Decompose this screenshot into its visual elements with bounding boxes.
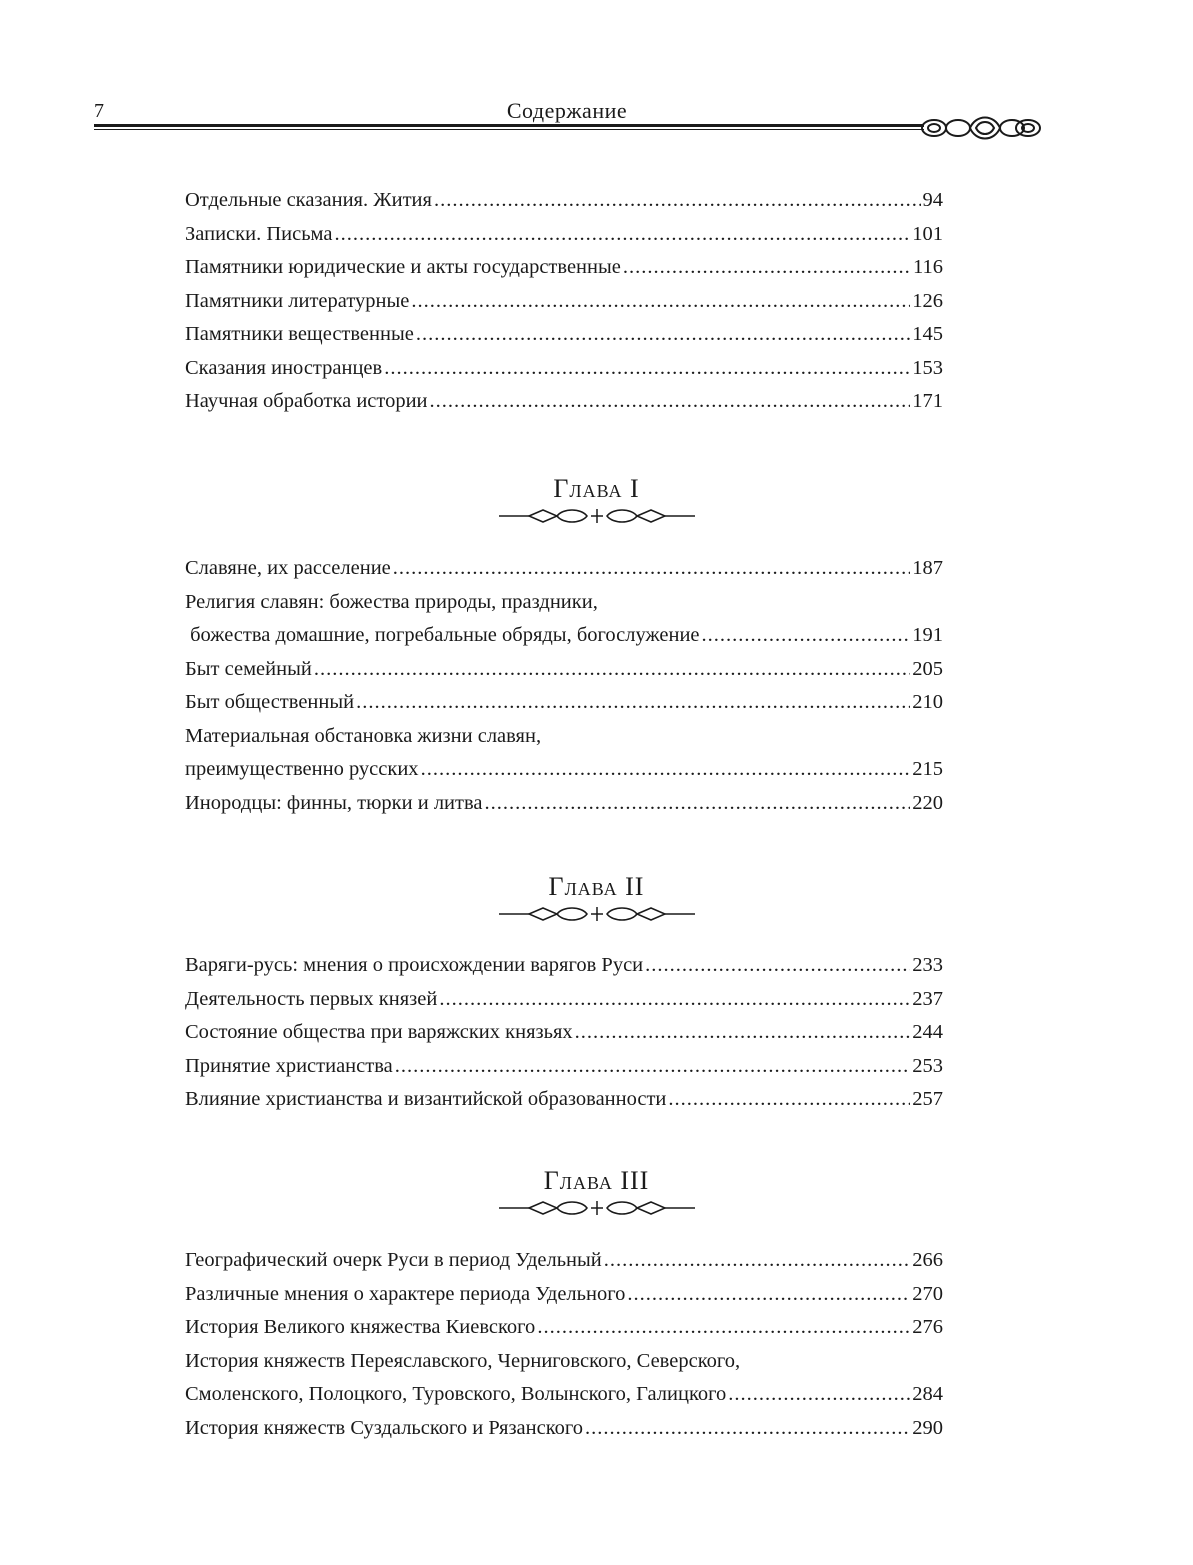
chapter-ornament-icon [499,507,695,525]
toc-entry-title: Принятие христианства [185,1054,393,1077]
toc-entry[interactable] [185,949,943,983]
toc-entry-title: Состояние общества при варяжских князьях [185,1021,573,1043]
toc-page-number: 290 [912,1416,943,1439]
chapter-ornament-icon [499,905,695,923]
toc-chapter-2-section [185,949,943,1117]
toc-page-number: 191 [912,624,943,646]
dot-leader [314,653,910,687]
toc-entry-title: Сказания иностранцев [185,356,383,379]
toc-entry[interactable] [185,184,943,218]
toc-entry[interactable] [185,318,943,352]
toc-entry[interactable] [185,1311,943,1345]
toc-page-number: 171 [912,390,943,412]
page-number: 7 [94,100,104,122]
dot-leader [430,385,911,419]
chapter-heading [0,871,1193,923]
chapter-title: Глава II [548,872,645,901]
toc-page-number: 153 [912,356,943,379]
toc-entry[interactable] [185,285,943,319]
toc-entry-title: преимущественно русских [185,758,419,780]
toc-entry-title-line: История княжеств Переяславского, Черниговского, Северского, [185,1349,741,1372]
toc-page-number: 237 [912,987,943,1010]
dot-leader [393,552,910,586]
toc-entry[interactable] [185,218,943,252]
toc-entry-title: божества домашние, погребальные обряды, богослужение [185,624,700,646]
chapter-ornament-icon [499,1199,695,1217]
toc-entry[interactable] [185,653,943,687]
dot-leader [356,686,910,720]
toc-page-number: 205 [912,657,943,680]
toc-entry[interactable] [185,552,943,586]
chapter-heading [0,1165,1193,1217]
toc-page-number: 210 [912,691,943,713]
dot-leader [395,1050,911,1084]
toc-entry-title: Быт семейный [185,657,312,680]
toc-entry[interactable] [185,1278,943,1312]
toc-page-number: 270 [912,1282,943,1305]
dot-leader [604,1244,910,1278]
toc-entry[interactable] [185,1050,943,1084]
toc-entry[interactable] [185,787,943,821]
toc-entry-title: Научная обработка истории [185,390,428,412]
dot-leader [334,218,910,252]
toc-entry-title: Славяне, их расселение [185,557,391,579]
toc-entry-title: Деятельность первых князей [185,987,438,1010]
dot-leader [485,787,911,821]
chapter-title: Глава III [543,1166,650,1195]
dot-leader [645,949,910,983]
dot-leader [702,619,911,653]
dot-leader [416,318,910,352]
dot-leader [411,285,910,319]
toc-entry-title: Памятники юридические и акты государственные [185,256,621,278]
toc-entry-title: История Великого княжества Киевского [185,1316,536,1338]
toc-chapter-1-section [185,552,943,820]
dot-leader [439,983,910,1017]
toc-entry[interactable] [185,1016,943,1050]
toc-entry[interactable] [185,1412,943,1446]
toc-entry-title: Записки. Письма [185,222,333,245]
toc-page-number: 284 [912,1383,943,1405]
toc-entry-title-line: Религия славян: божества природы, праздники, [185,590,598,613]
toc-entry-title: Отдельные сказания. Жития [185,189,432,211]
toc-entry-title: Смоленского, Полоцкого, Туровского, Волынского, Галицкого [185,1383,727,1405]
toc-page-number: 126 [912,289,943,312]
dot-leader [575,1016,911,1050]
toc-entry[interactable] [185,1083,943,1117]
dot-leader [421,753,911,787]
toc-entry-title: Быт общественный [185,691,355,713]
header-rule-thin [94,129,924,130]
toc-entry[interactable] [185,983,943,1017]
toc-page-number: 220 [912,791,943,814]
toc-entry[interactable] [185,586,943,653]
running-head [94,96,1040,146]
toc-chapter-3-section [185,1244,943,1445]
toc-intro-section [185,184,943,419]
toc-entry[interactable] [185,686,943,720]
page-title: Содержание [506,98,628,123]
dot-leader [585,1412,910,1446]
toc-entry[interactable] [185,385,943,419]
toc-entry-title: Памятники литературные [185,289,410,312]
dot-leader [384,352,910,386]
toc-page-number: 233 [912,954,943,976]
toc-entry[interactable] [185,251,943,285]
toc-entry-title: Географический очерк Руси в период Удельный [185,1249,602,1271]
toc-page-number: 244 [912,1021,943,1043]
toc-page-number: 276 [912,1316,943,1338]
toc-page-number: 257 [912,1088,943,1110]
toc-entry-title: История княжеств Суздальского и Рязанского [185,1416,584,1439]
toc-entry-title: Влияние христианства и византийской образованности [185,1088,667,1110]
toc-entry-title-line: Материальная обстановка жизни славян, [185,724,542,747]
toc-page-number: 253 [912,1054,943,1077]
toc-entry-title: Варяги-русь: мнения о происхождении варягов Руси [185,954,644,976]
dot-leader [668,1083,910,1117]
toc-page-number: 94 [922,189,943,211]
toc-page-number: 145 [912,323,943,345]
toc-entry[interactable] [185,720,943,787]
dot-leader [623,251,911,285]
dot-leader [728,1378,910,1412]
toc-page-number: 266 [912,1249,943,1271]
toc-entry[interactable] [185,1244,943,1278]
chapter-title: Глава I [553,474,640,503]
toc-page-number: 101 [912,222,943,245]
toc-entry-title: Памятники вещественные [185,323,414,345]
knot-ornament-icon [920,112,1042,144]
toc-entry-title: Различные мнения о характере периода Удельного [185,1282,626,1305]
toc-page-number: 116 [913,256,943,278]
header-rule [94,124,924,127]
toc-entry-title: Инородцы: финны, тюрки и литва [185,791,483,814]
dot-leader [537,1311,910,1345]
toc-entry[interactable] [185,352,943,386]
toc-page-number: 215 [912,758,943,780]
toc-entry[interactable] [185,1345,943,1412]
toc-page-number: 187 [912,557,943,579]
dot-leader [434,184,921,218]
dot-leader [627,1278,910,1312]
chapter-heading [0,473,1193,525]
